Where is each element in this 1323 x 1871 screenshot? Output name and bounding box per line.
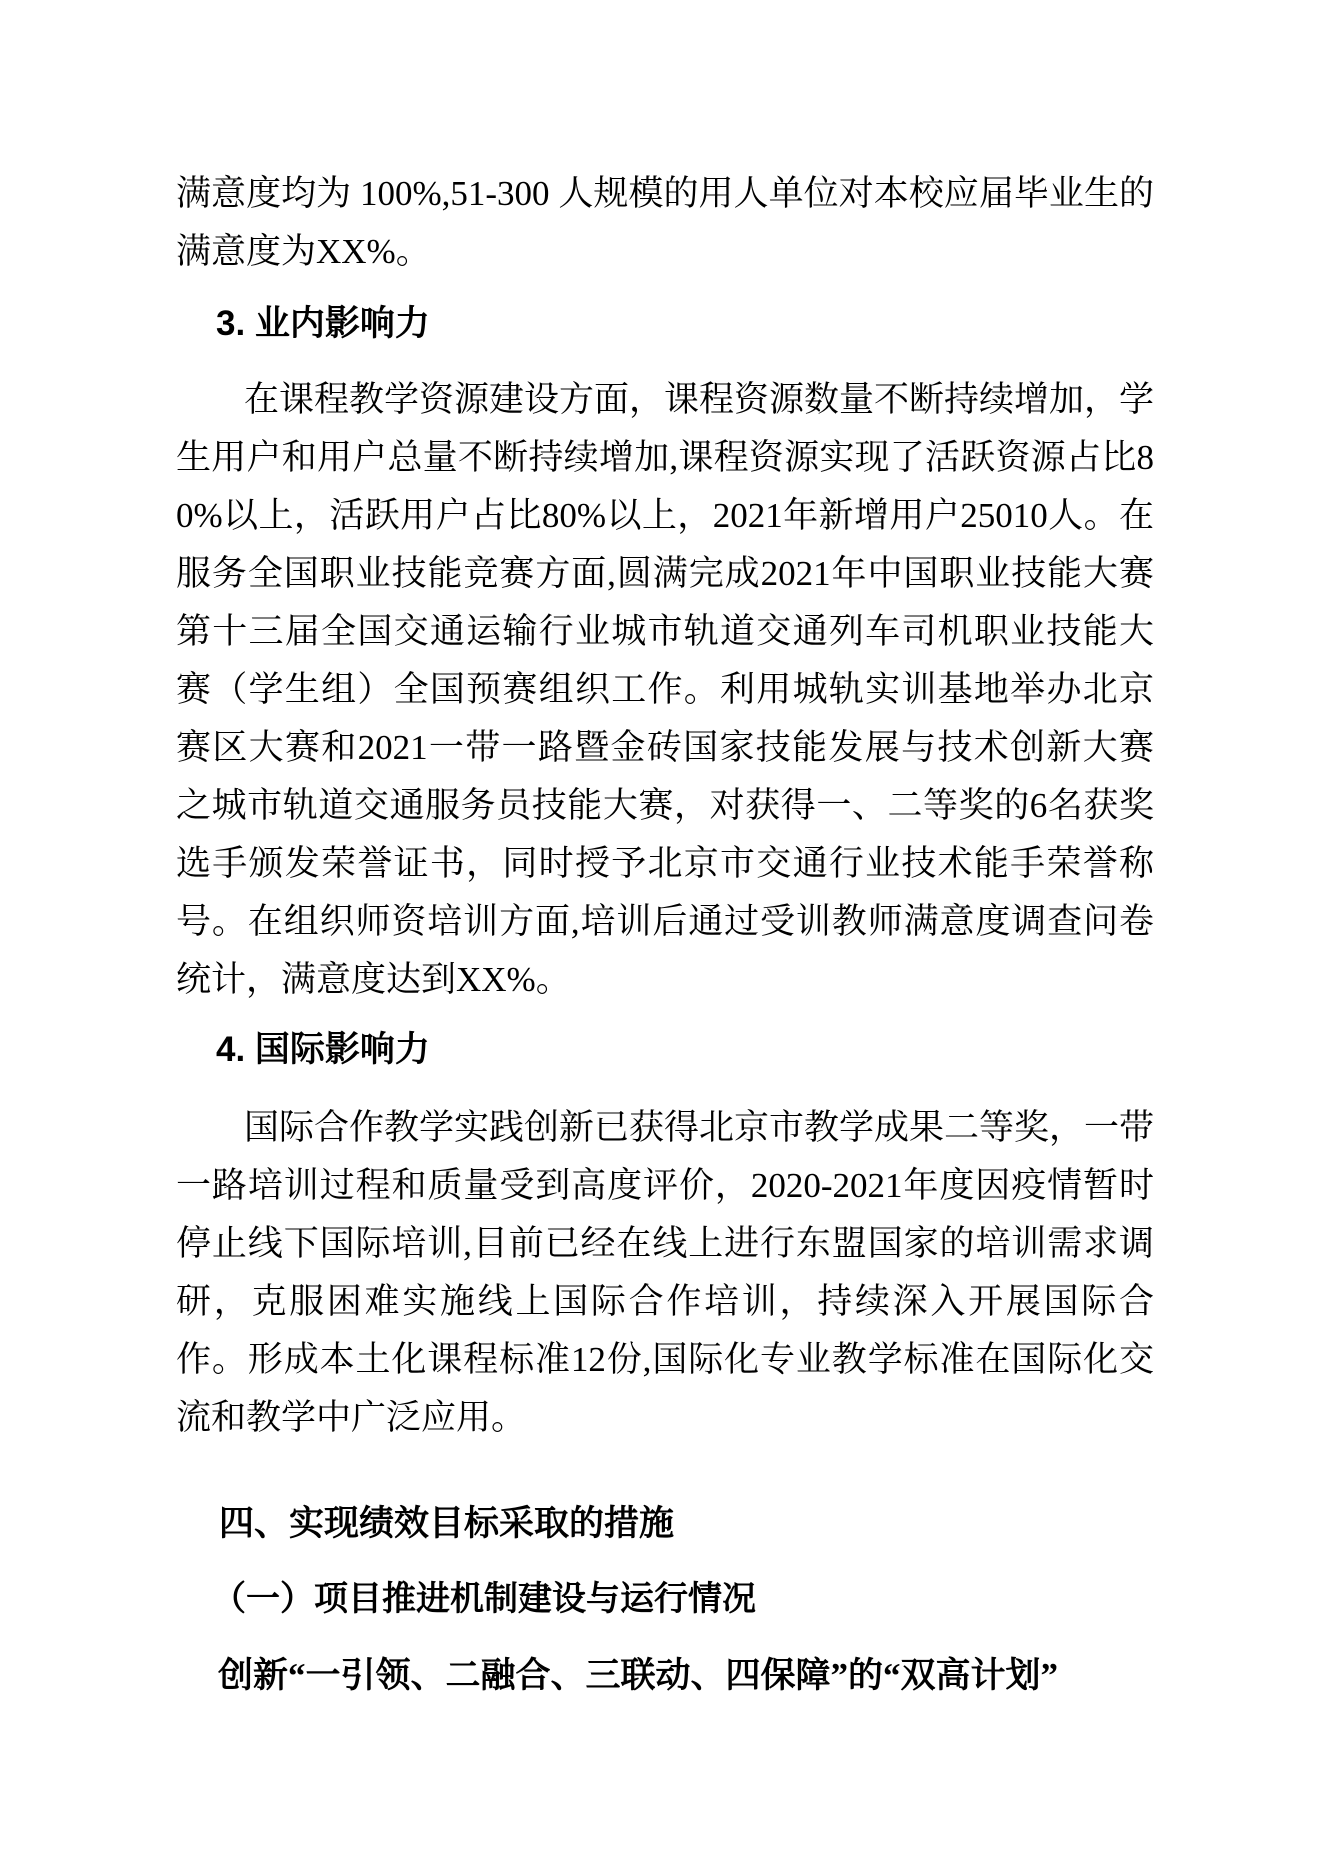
paragraph-employer-satisfaction: 满意度均为 100%,51-300 人规模的用人单位对本校应届毕业生的满意度为XX%。 bbox=[176, 174, 1154, 271]
heading-industry-influence: 3. 业内影响力 bbox=[216, 304, 430, 343]
heading-measures-section: 四、实现绩效目标采取的措施 bbox=[219, 1504, 675, 1543]
paragraph-double-high-plan-lead: 创新“一引领、二融合、三联动、四保障”的“双高计划” bbox=[218, 1656, 1059, 1695]
heading-international-influence: 4. 国际影响力 bbox=[216, 1030, 430, 1069]
paragraph-international-influence: 国际合作教学实践创新已获得北京市教学成果二等奖，一带一路培训过程和质量受到高度评价，2020-2021年度因疫情暂时停止线下国际培训,目前已经在线上进行东盟国家的培训需求调研，克服困难实施线上国际合作培训，持续深入开展国际合作。形成本土化课程标准12份,国际化专业教学标准在国际化交流和教学中广泛应用。 bbox=[176, 1108, 1155, 1437]
paragraph-industry-influence: 在课程教学资源建设方面，课程资源数量不断持续增加，学生用户和用户总量不断持续增加,课程资源实现了活跃资源占比80%以上，活跃用户占比80%以上，2021年新增用户25010人。在服务全国职业技能竞赛方面,圆满完成2021年中国职业技能大赛第十三届全国交通运输行业城市轨道交通列车司机职业技能大赛（学生组）全国预赛组织工作。利用城轨实训基地举办北京赛区大赛和2021一带一路暨金砖国家技能发展与技术创新大赛之城市轨道交通服务员技能大赛，对获得一、二等奖的6名获奖选手颁发荣誉证书，同时授予北京市交通行业技术能手荣誉称号。在组织师资培训方面,培训后通过受训教师满意度调查问卷统计，满意度达到XX%。 bbox=[176, 380, 1155, 999]
page-content bbox=[176, 165, 1154, 1705]
heading-project-mechanism: （一）项目推进机制建设与运行情况 bbox=[212, 1580, 756, 1618]
